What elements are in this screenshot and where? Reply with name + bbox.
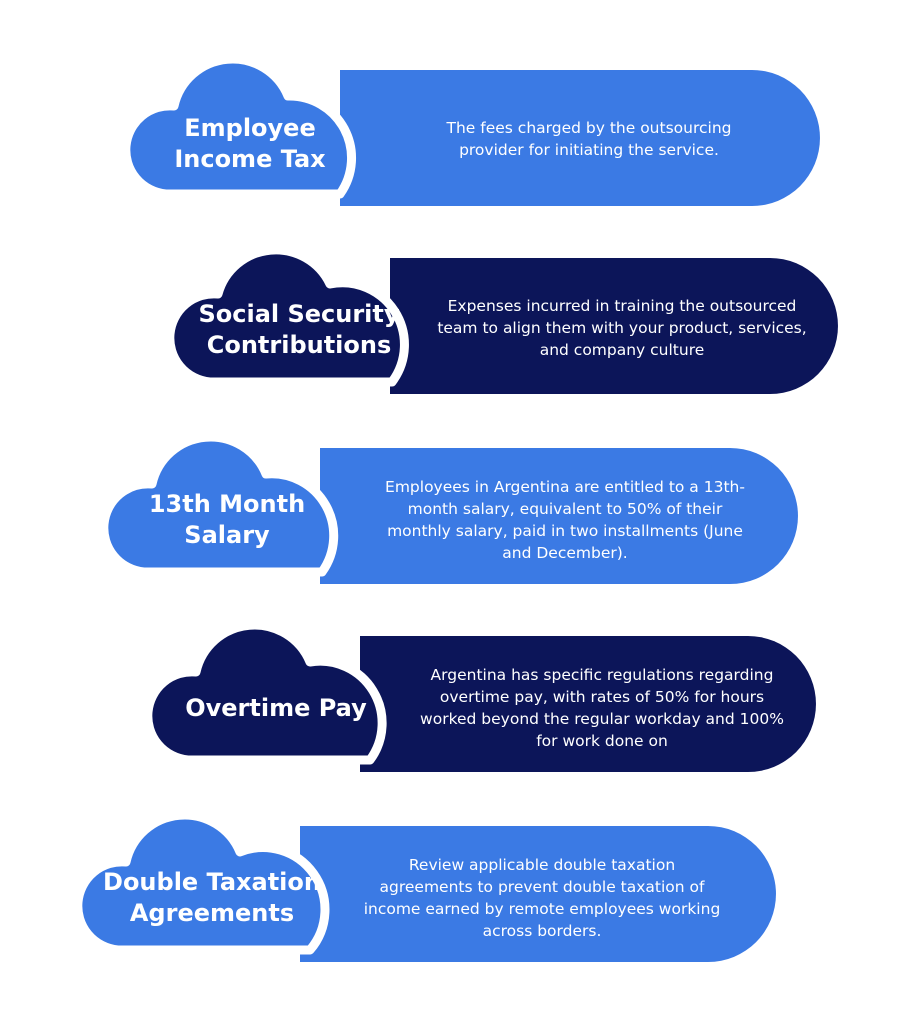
- card-title: Double Taxation Agreements: [103, 868, 321, 927]
- card-description: Employees in Argentina are entitled to a 13th-month salary, equivalent to 50% of their monthly salary, paid in two installments (June and December).: [385, 478, 745, 562]
- card-title: 13th Month Salary: [148, 490, 306, 549]
- card-title: Overtime Pay: [185, 693, 367, 722]
- card-description: The fees charged by the outsourcing provider for initiating the service.: [446, 119, 732, 159]
- card-double-taxation-agreements: [0, 798, 920, 988]
- card-title: Employee Income Tax: [174, 114, 326, 173]
- card-description: Expenses incurred in training the outsourced team to align them with your product, services, and company culture: [437, 297, 807, 359]
- card-overtime-pay: [0, 608, 920, 798]
- card-description: Argentina has specific regulations regarding overtime pay, with rates of 50% for hours worked beyond the regular workday and 100% for work done on: [420, 666, 784, 750]
- card-description: Review applicable double taxation agreements to prevent double taxation of income earned by remote employees working across borders.: [363, 856, 721, 940]
- card-title: Social Security Contributions: [198, 300, 400, 359]
- card-13th-month-salary: [0, 420, 920, 610]
- card-social-security-contributions: [0, 230, 920, 420]
- card-employee-income-tax: [0, 42, 920, 232]
